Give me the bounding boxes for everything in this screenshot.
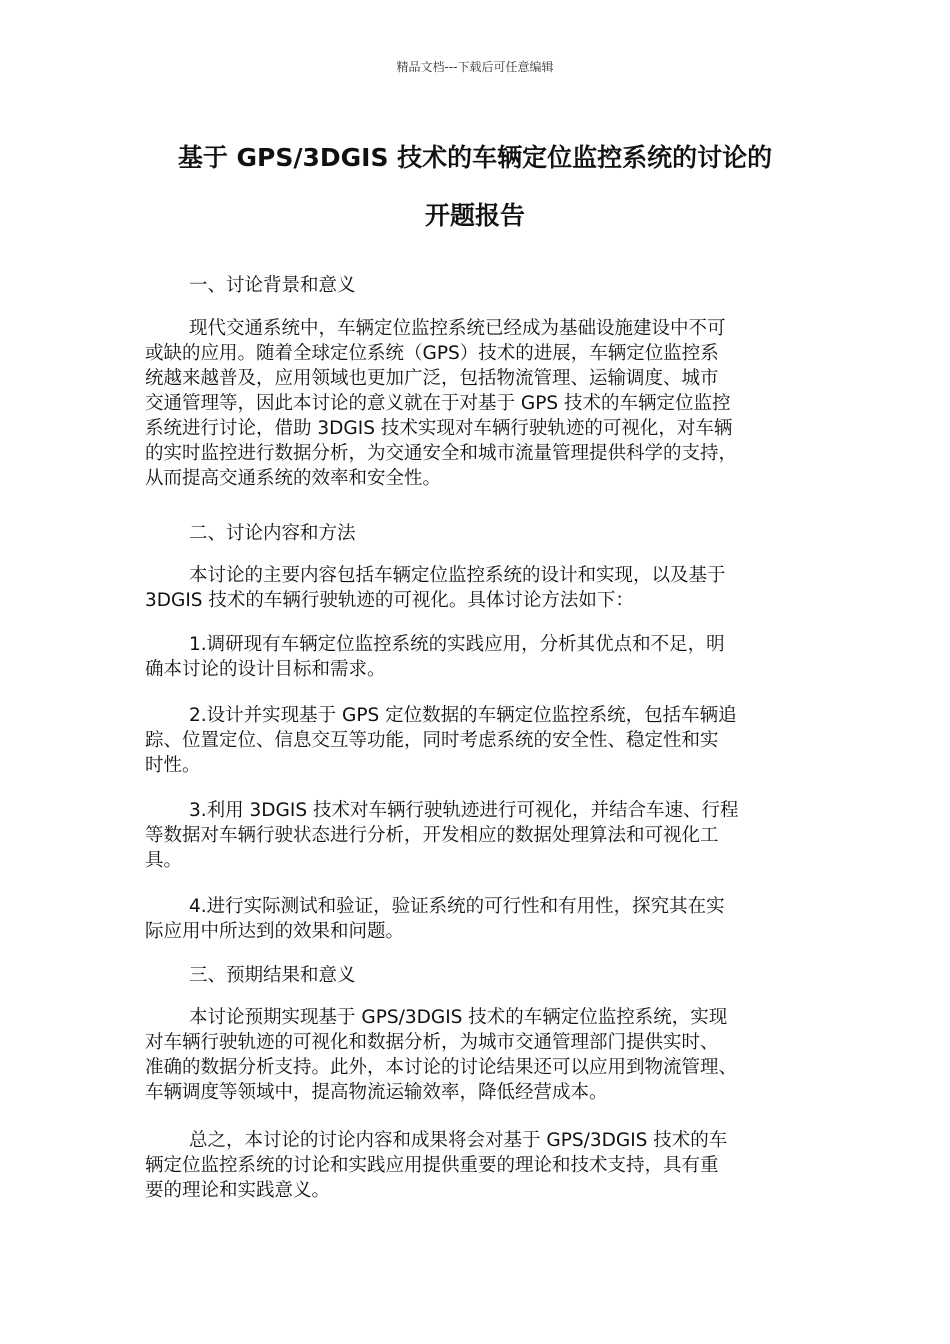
paragraph-line: 系统进行讨论，借助 3DGIS 技术实现对车辆行驶轨迹的可视化，对车辆 (145, 418, 733, 439)
section-2-heading (145, 521, 805, 546)
paragraph-line: 本讨论预期实现基于 GPS/3DGIS 技术的车辆定位监控系统，实现 (189, 1007, 728, 1028)
paragraph-line: 踪、位置定位、信息交互等功能，同时考虑系统的安全性、稳定性和实 (145, 730, 719, 751)
paragraph-line: 的实时监控进行数据分析，为交通安全和城市流量管理提供科学的支持， (145, 443, 738, 464)
section-3-paragraph-2 (145, 1128, 805, 1203)
section-heading: 二、讨论内容和方法 (189, 523, 356, 544)
page-header: 精品文档---下载后可任意编辑 (396, 60, 554, 74)
paragraph-line: 对车辆行驶轨迹的可视化和数据分析，为城市交通管理部门提供实时、 (145, 1032, 719, 1053)
paragraph-line: 统越来越普及，应用领域也更加广泛，包括物流管理、运输调度、城市 (145, 368, 719, 389)
paragraph-line: 要的理论和实践意义。 (145, 1180, 331, 1201)
section-1-heading (145, 273, 805, 298)
paragraph-line: 3.利用 3DGIS 技术对车辆行驶轨迹进行可视化，并结合车速、行程 (189, 800, 739, 821)
paragraph-line: 从而提高交通系统的效率和安全性。 (145, 468, 442, 489)
section-3-paragraph-1 (145, 1005, 805, 1105)
paragraph-line: 车辆调度等领域中，提高物流运输效率，降低经营成本。 (145, 1082, 608, 1103)
method-item-2 (145, 703, 805, 778)
paragraph-line: 具。 (145, 850, 183, 871)
paragraph-line: 时性。 (145, 755, 201, 776)
section-2-paragraph (145, 563, 805, 613)
section-heading: 三、预期结果和意义 (189, 965, 356, 986)
paragraph-line: 总之，本讨论的讨论内容和成果将会对基于 GPS/3DGIS 技术的车 (189, 1130, 728, 1151)
paragraph-line: 3DGIS 技术的车辆行驶轨迹的可视化。具体讨论方法如下： (145, 590, 634, 611)
paragraph-line: 4.进行实际测试和验证，验证系统的可行性和有用性，探究其在实 (189, 896, 725, 917)
section-heading: 一、讨论背景和意义 (189, 275, 356, 296)
method-item-4 (145, 894, 805, 944)
paragraph-line: 等数据对车辆行驶状态进行分析，开发相应的数据处理算法和可视化工 (145, 825, 719, 846)
paragraph-line: 或缺的应用。随着全球定位系统（GPS）技术的进展，车辆定位监控系 (145, 343, 719, 364)
method-item-1 (145, 632, 805, 682)
method-item-3 (145, 798, 805, 873)
paragraph-line: 1.调研现有车辆定位监控系统的实践应用，分析其优点和不足，明 (189, 634, 725, 655)
paragraph-line: 准确的数据分析支持。此外，本讨论的讨论结果还可以应用到物流管理、 (145, 1057, 738, 1078)
paragraph-line: 际应用中所达到的效果和问题。 (145, 921, 405, 942)
paragraph-line: 2.设计并实现基于 GPS 定位数据的车辆定位监控系统，包括车辆追 (189, 705, 737, 726)
paragraph-line: 辆定位监控系统的讨论和实践应用提供重要的理论和技术支持，具有重 (145, 1155, 719, 1176)
paragraph-line: 现代交通系统中，车辆定位监控系统已经成为基础设施建设中不可 (189, 318, 726, 339)
paragraph-line: 本讨论的主要内容包括车辆定位监控系统的设计和实现，以及基于 (189, 565, 726, 586)
document-title-line-2: 开题报告 (424, 201, 525, 230)
section-1-paragraph (145, 316, 805, 491)
section-3-heading (145, 963, 805, 988)
paragraph-line: 交通管理等，因此本讨论的意义就在于对基于 GPS 技术的车辆定位监控 (145, 393, 731, 414)
document-title-line-1: 基于 GPS/3DGIS 技术的车辆定位监控系统的讨论的 (177, 143, 773, 172)
paragraph-line: 确本讨论的设计目标和需求。 (145, 659, 386, 680)
